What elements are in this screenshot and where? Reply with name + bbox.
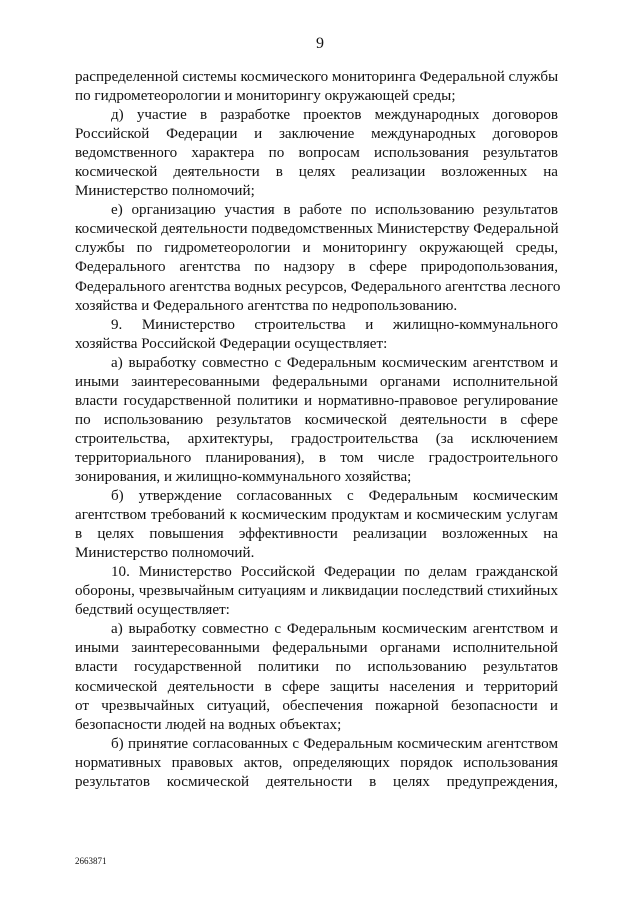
text-line: нормативных правовых актов, определяющих порядок использования [75,754,558,771]
text-line: результатов космической деятельности в целях предупреждения, [75,773,558,790]
text-line: Федерального агентства по надзору в сфере природопользования, [75,259,558,276]
text-line: хозяйства и Федерального агентства по недропользованию. [75,297,458,314]
text-line: агентством требований к космическим продуктам и космическим услугам [75,507,558,524]
text-line: строительства, архитектуры, градостроительства (за исключением [75,430,558,447]
text-line: иными заинтересованными федеральными органами исполнительной [75,640,558,657]
text-line: 10. Министерство Российской Федерации по делам гражданской [111,564,558,581]
text-line: Российской Федерации и заключение международных договоров [75,126,558,143]
page-number: 9 [316,35,324,52]
text-line: по использованию результатов космической деятельности в сфере [75,411,558,428]
text-line: иными заинтересованными федеральными органами исполнительной [75,373,558,390]
text-line: 9. Министерство строительства и жилищно-коммунального [111,316,558,333]
text-line: службы по гидрометеорологии и мониторингу окружающей среды, [75,240,558,257]
text-line: власти государственной политики и нормативно-правовое регулирование [75,392,558,409]
text-line: распределенной системы космического мониторинга Федеральной службы [75,69,559,85]
text-line: б) принятие согласованных с Федеральным космическим агентством [111,735,558,752]
text-line: б) утверждение согласованных с Федеральным космическим [111,488,558,505]
text-line: от чрезвычайных ситуаций, обеспечения пожарной безопасности и [75,697,558,714]
text-line: Министерство полномочий. [75,545,255,562]
text-line: ведомственного характера по вопросам использования результатов [75,145,558,162]
text-line: Федерального агентства водных ресурсов, Федерального агентства лесного [75,278,561,295]
text-line: космической деятельности подведомственных Министерству Федеральной [75,221,559,238]
text-line: космической деятельности в сфере защиты населения и территорий [75,678,558,695]
text-line: Министерство полномочий; [75,183,255,200]
text-line: е) организацию участия в работе по использованию результатов [111,202,558,219]
text-line: хозяйства Российской Федерации осуществляет: [75,335,388,352]
text-line: бедствий осуществляет: [75,602,230,619]
text-line: власти государственной политики по использованию результатов [75,659,558,676]
text-line: по гидрометеорологии и мониторингу окружающей среды; [75,88,456,105]
text-line: в целях повышения эффективности реализации возложенных на [75,526,558,543]
text-line: обороны, чрезвычайным ситуациям и ликвидации последствий стихийных [75,583,558,600]
document-body [75,68,561,792]
text-line: космической деятельности в целях реализации возложенных на [75,164,558,181]
text-line: а) выработку совместно с Федеральным космическим агентством и [111,354,558,371]
text-line: д) участие в разработке проектов международных договоров [111,107,558,124]
text-line: а) выработку совместно с Федеральным космическим агентством и [111,621,558,638]
text-line: безопасности людей на водных объектах; [75,716,342,733]
text-line: зонирования, и жилищно-коммунального хозяйства; [75,468,412,485]
document-footer-code: 2663871 [75,856,107,866]
text-line: территориального планирования), в том числе градостроительного [75,449,558,466]
